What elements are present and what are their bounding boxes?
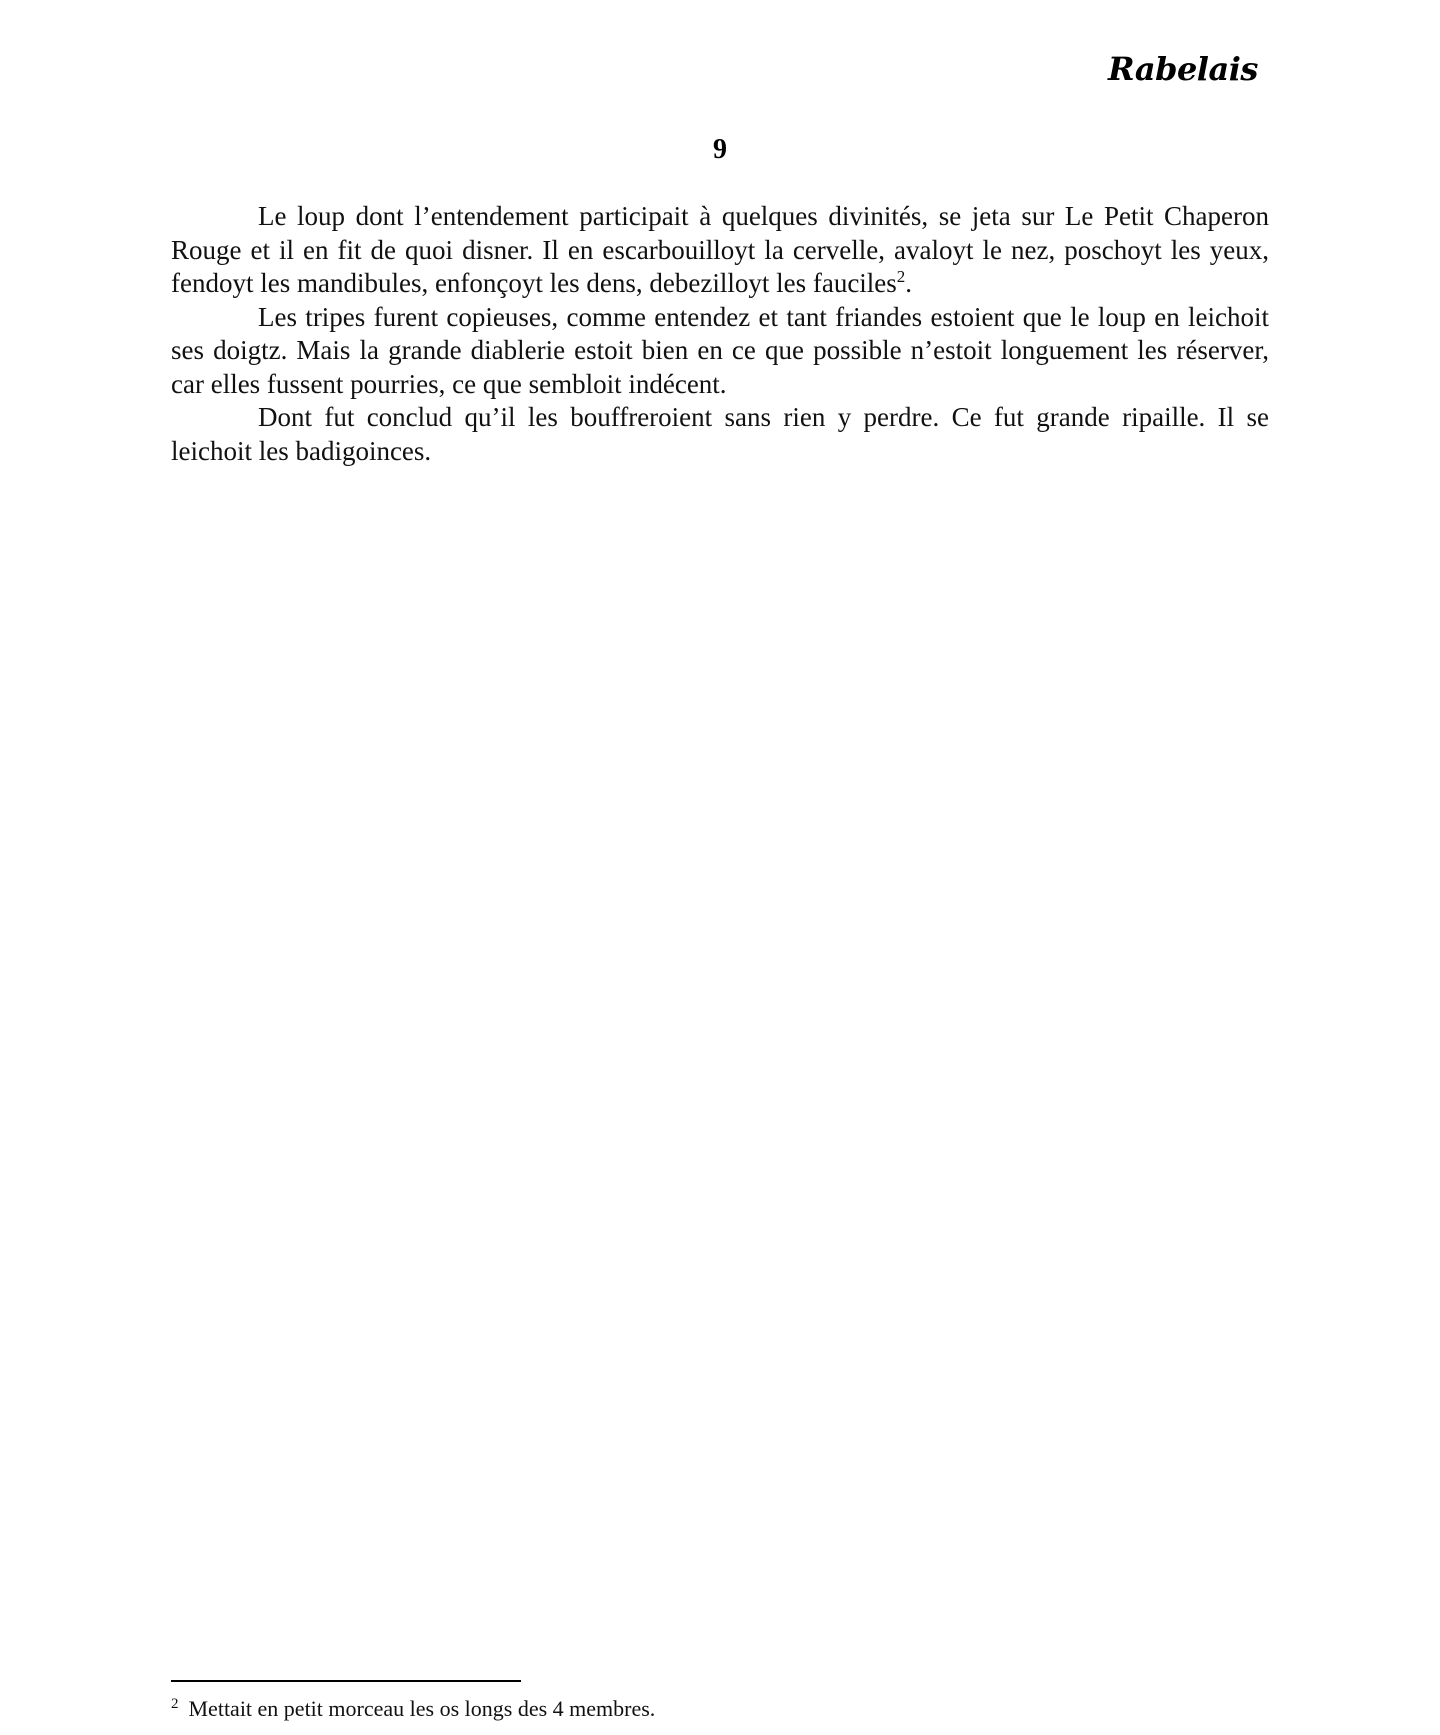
- footnote-number: 2: [171, 1695, 179, 1712]
- chapter-number: 9: [713, 134, 727, 165]
- paragraph: [171, 301, 1269, 402]
- footnote-separator: [171, 1680, 521, 1682]
- running-header: Rabelais: [1108, 50, 1258, 88]
- paragraph: [171, 200, 1269, 301]
- footnote-text: Mettait en petit morceau les os longs des 4 membres.: [188, 1696, 656, 1721]
- paragraph-text: Le loup dont l’entendement participait à quelques divinités, se jeta sur Le Petit Chaperon Rouge et il en fit de quoi disner. Il en escarbouilloyt la cervelle, avaloyt le nez, poschoyt les yeux, fendoyt les mandibules, enfonçoyt les dens, debezilloyt les fauciles: [171, 201, 1269, 298]
- paragraph-text: Dont fut conclud qu’il les bouffreroient sans rien y perdre. Ce fut grande ripaille. Il se leichoit les badigoinces.: [171, 402, 1269, 466]
- footnote-reference[interactable]: 2: [896, 267, 906, 286]
- paragraph-punctuation: .: [905, 268, 913, 298]
- paragraph: [171, 401, 1269, 468]
- body-text: [171, 200, 1269, 468]
- footnote: [171, 1696, 1269, 1722]
- paragraph-text: Les tripes furent copieuses, comme entendez et tant friandes estoient que le loup en leichoit ses doigtz. Mais la grande diablerie estoit bien en ce que possible n’estoit longuement les réserver, car elles fussent pourries, ce que sembloit indécent.: [171, 301, 1269, 399]
